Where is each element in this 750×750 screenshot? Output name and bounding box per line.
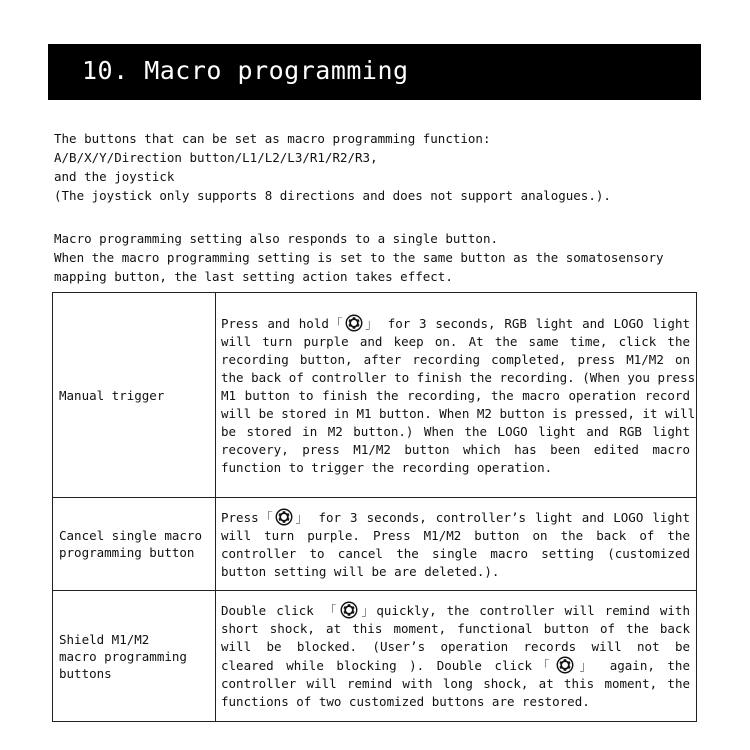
row-label-line: programming button xyxy=(59,545,195,560)
table-row xyxy=(53,293,697,498)
macro-function-table xyxy=(52,292,697,722)
intro-line: A/B/X/Y/Direction button/L1/L2/L3/R1/R2/R3, xyxy=(54,150,378,165)
intro-line: (The joystick only supports 8 directions and does not support analogues.). xyxy=(54,188,611,203)
intro-paragraph xyxy=(54,129,611,205)
row-label-line: buttons xyxy=(59,665,112,681)
description-text: 」 for 3 seconds, controller’s light and LOGO light xyxy=(294,509,690,525)
note-line: Macro programming setting also responds to a single button. xyxy=(54,231,499,246)
description-line: M1 button to finish the recording, the macro operation record xyxy=(221,387,690,403)
description-text: cleared while blocking ). Double click「 xyxy=(221,658,555,673)
description-line: button setting will be are deleted.). xyxy=(221,563,500,579)
description-line: function to trigger the recording operation. xyxy=(221,459,553,475)
description-line: be stored in M2 button.) When the LOGO light and RGB light xyxy=(221,423,690,439)
description-text: Double click 「 xyxy=(221,603,339,618)
gear-icon xyxy=(275,508,293,526)
gear-icon xyxy=(345,314,363,332)
row-label-line: macro programming xyxy=(59,648,187,664)
row-label-line: Cancel single macro xyxy=(59,528,202,543)
description-line: recovery, press M1/M2 button which has been edited macro xyxy=(221,441,690,457)
table-row xyxy=(53,498,697,591)
note-paragraph xyxy=(54,229,664,286)
table-row xyxy=(53,591,697,722)
section-title: 10. Macro programming xyxy=(82,56,409,85)
description-line: will be blocked. (User’s operation records will not be xyxy=(221,639,690,654)
intro-line: The buttons that can be set as macro programming function: xyxy=(54,131,491,146)
description-line xyxy=(221,601,690,620)
description-line: recording button, after recording completed, press M1/M2 on xyxy=(221,351,690,367)
gear-icon xyxy=(556,656,574,674)
row-description xyxy=(216,498,697,591)
row-description xyxy=(216,293,697,498)
gear-icon xyxy=(340,601,358,619)
description-line: the back of controller to finish the recording. (When you press xyxy=(221,369,696,385)
description-line: functions of two customized buttons are restored. xyxy=(221,694,590,709)
row-label-line: Manual trigger xyxy=(59,387,165,403)
row-label xyxy=(53,591,216,722)
row-label xyxy=(53,498,216,591)
description-line: short shock, at this moment, functional button of the back xyxy=(221,621,690,636)
description-line: will turn purple and keep on. At the same time, click the xyxy=(221,333,690,349)
description-text: Press and hold「 xyxy=(221,315,344,331)
row-label-line: Shield M1/M2 xyxy=(59,631,150,647)
note-line: When the macro programming setting is set to the same button as the somatosensory xyxy=(54,250,664,265)
row-description xyxy=(216,591,697,722)
description-text: Press「 xyxy=(221,509,275,525)
description-line: controller to cancel the single macro setting (customized xyxy=(221,545,690,561)
intro-line: and the joystick xyxy=(54,169,175,184)
description-line xyxy=(221,656,690,675)
description-text: 」 for 3 seconds, RGB light and LOGO light xyxy=(363,315,690,331)
description-line: controller will remind with long shock, at this moment, the xyxy=(221,676,690,691)
description-line xyxy=(221,314,690,333)
description-line: will be stored in M1 button. When M2 button is pressed, it will xyxy=(221,405,696,421)
description-text: 」quickly, the controller will remind with xyxy=(358,603,690,618)
row-label xyxy=(53,293,216,498)
description-line xyxy=(221,508,690,527)
section-title-bar xyxy=(48,44,701,100)
note-line: mapping button, the last setting action takes effect. xyxy=(54,269,453,284)
description-line: will turn purple. Press M1/M2 button on the back of the xyxy=(221,527,690,543)
description-text: 」 again, the xyxy=(574,658,690,673)
